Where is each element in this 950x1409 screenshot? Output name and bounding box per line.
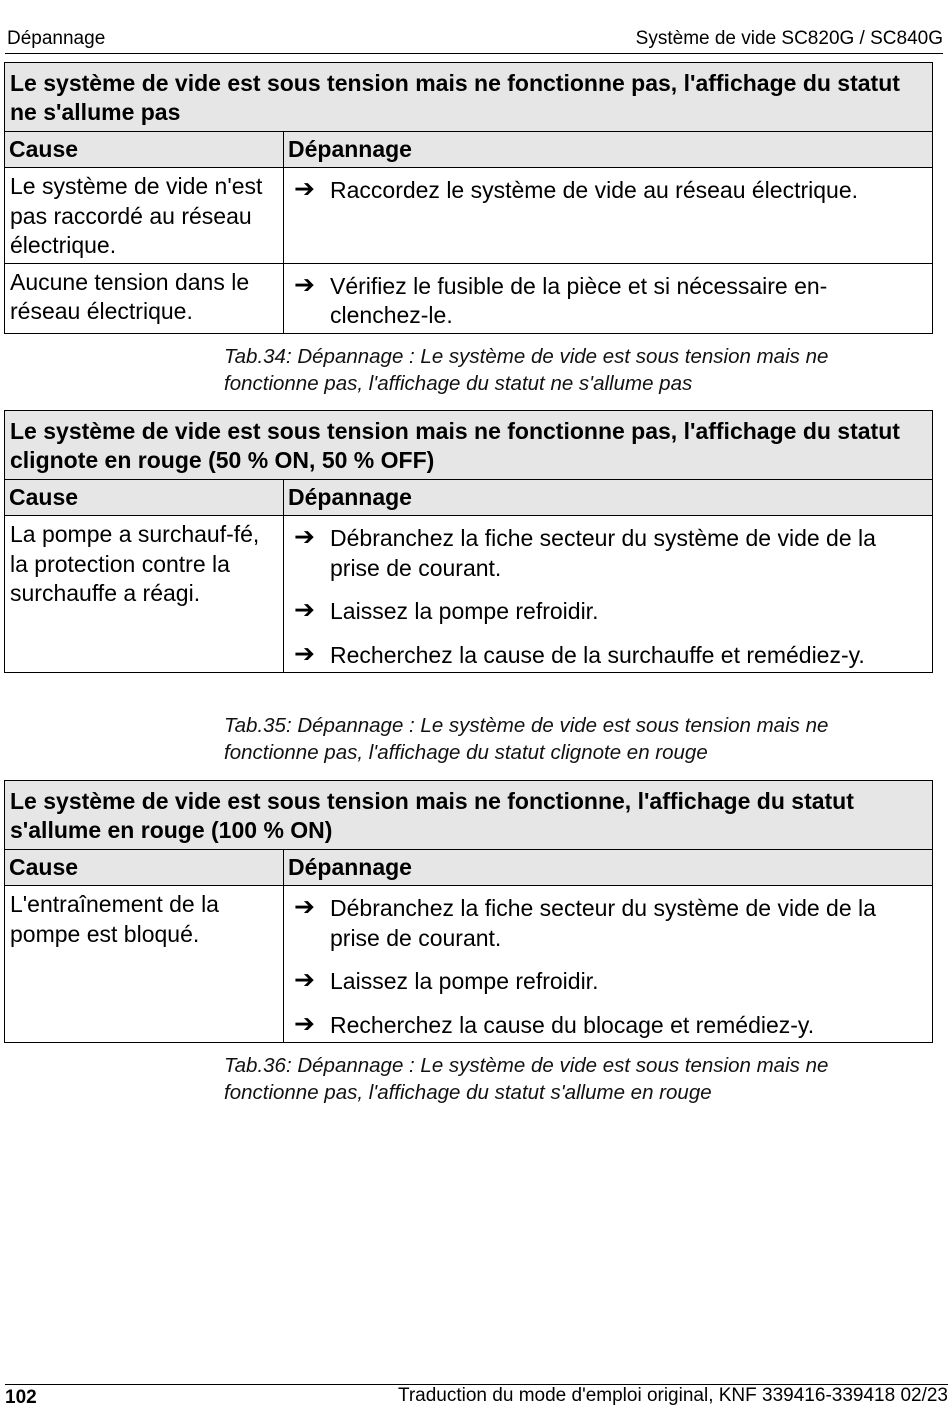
table-row <box>5 263 933 333</box>
action-step <box>294 272 922 331</box>
arrow-right-icon: ➔ <box>294 893 315 921</box>
cause-cell: Aucune tension dans le réseau électrique. <box>5 263 284 333</box>
step-text: Vérifiez le fusible de la pièce et si nécessaire en-clenchez-le. <box>330 272 828 328</box>
action-cell <box>284 168 933 264</box>
page-number: 102 <box>5 1387 37 1408</box>
action-cell <box>284 886 933 1043</box>
page-footer <box>5 1384 948 1408</box>
document-reference: Traduction du mode d'emploi original, KNF 339416-339418 02/23 <box>397 1385 948 1406</box>
column-header-cause: Cause <box>5 480 284 516</box>
cause-cell: L'entraînement de la pompe est bloqué. <box>5 886 284 1043</box>
action-step <box>294 967 922 997</box>
column-header-fix: Dépannage <box>284 480 933 516</box>
table-title: Le système de vide est sous tension mais ne fonctionne, l'affichage du statut s'allume en rouge (100 % ON) <box>5 781 933 850</box>
arrow-right-icon: ➔ <box>294 596 315 624</box>
column-header-cause: Cause <box>5 850 284 886</box>
action-cell <box>284 263 933 333</box>
section-title: Dépannage <box>7 28 106 49</box>
cause-cell: Le système de vide n'est pas raccordé au réseau électrique. <box>5 168 284 264</box>
table-row <box>5 516 933 673</box>
action-step <box>294 894 922 953</box>
action-step <box>294 1011 922 1041</box>
troubleshooting-table-35 <box>4 410 933 673</box>
action-step <box>294 524 922 583</box>
column-header-cause: Cause <box>5 132 284 168</box>
action-step <box>294 641 922 671</box>
arrow-right-icon: ➔ <box>294 270 315 299</box>
product-title: Système de vide SC820G / SC840G <box>635 28 943 49</box>
step-text: Recherchez la cause du blocage et remédiez-y. <box>330 1011 815 1038</box>
troubleshooting-table-34 <box>4 62 933 334</box>
arrow-right-icon: ➔ <box>294 175 315 203</box>
step-text: Recherchez la cause de la surchauffe et remédiez-y. <box>330 641 865 668</box>
step-text: Débranchez la fiche secteur du système de vide de la prise de courant. <box>330 525 876 581</box>
step-text: Laissez la pompe refroidir. <box>330 598 599 624</box>
step-text: Raccordez le système de vide au réseau électrique. <box>330 177 859 203</box>
table-caption: Tab.34: Dépannage : Le système de vide est sous tension mais ne fonctionne pas, l'affichage du statut ne s'allume pas <box>224 345 829 395</box>
arrow-right-icon: ➔ <box>294 639 315 668</box>
arrow-right-icon: ➔ <box>294 1009 315 1038</box>
step-text: Débranchez la fiche secteur du système de vide de la prise de courant. <box>330 895 876 951</box>
action-step <box>294 176 922 206</box>
table-title: Le système de vide est sous tension mais ne fonctionne pas, l'affichage du statut ne s'allume pas <box>5 63 933 132</box>
troubleshooting-table-36 <box>4 780 933 1043</box>
column-header-fix: Dépannage <box>284 850 933 886</box>
action-cell <box>284 516 933 673</box>
table-row <box>5 168 933 264</box>
table-caption: Tab.35: Dépannage : Le système de vide est sous tension mais ne fonctionne pas, l'affichage du statut clignote en rouge <box>224 714 829 764</box>
action-step <box>294 597 922 627</box>
column-header-fix: Dépannage <box>284 132 933 168</box>
table-row <box>5 886 933 1043</box>
cause-cell: La pompe a surchauf-fé, la protection contre la surchauffe a réagi. <box>5 516 284 673</box>
arrow-right-icon: ➔ <box>294 966 315 994</box>
arrow-right-icon: ➔ <box>294 523 315 551</box>
step-text: Laissez la pompe refroidir. <box>330 968 599 994</box>
page-header <box>5 27 943 54</box>
table-title: Le système de vide est sous tension mais ne fonctionne pas, l'affichage du statut clignote en rouge (50 % ON, 50 % OFF) <box>5 411 933 480</box>
table-caption: Tab.36: Dépannage : Le système de vide est sous tension mais ne fonctionne pas, l'affichage du statut s'allume en rouge <box>224 1054 829 1104</box>
